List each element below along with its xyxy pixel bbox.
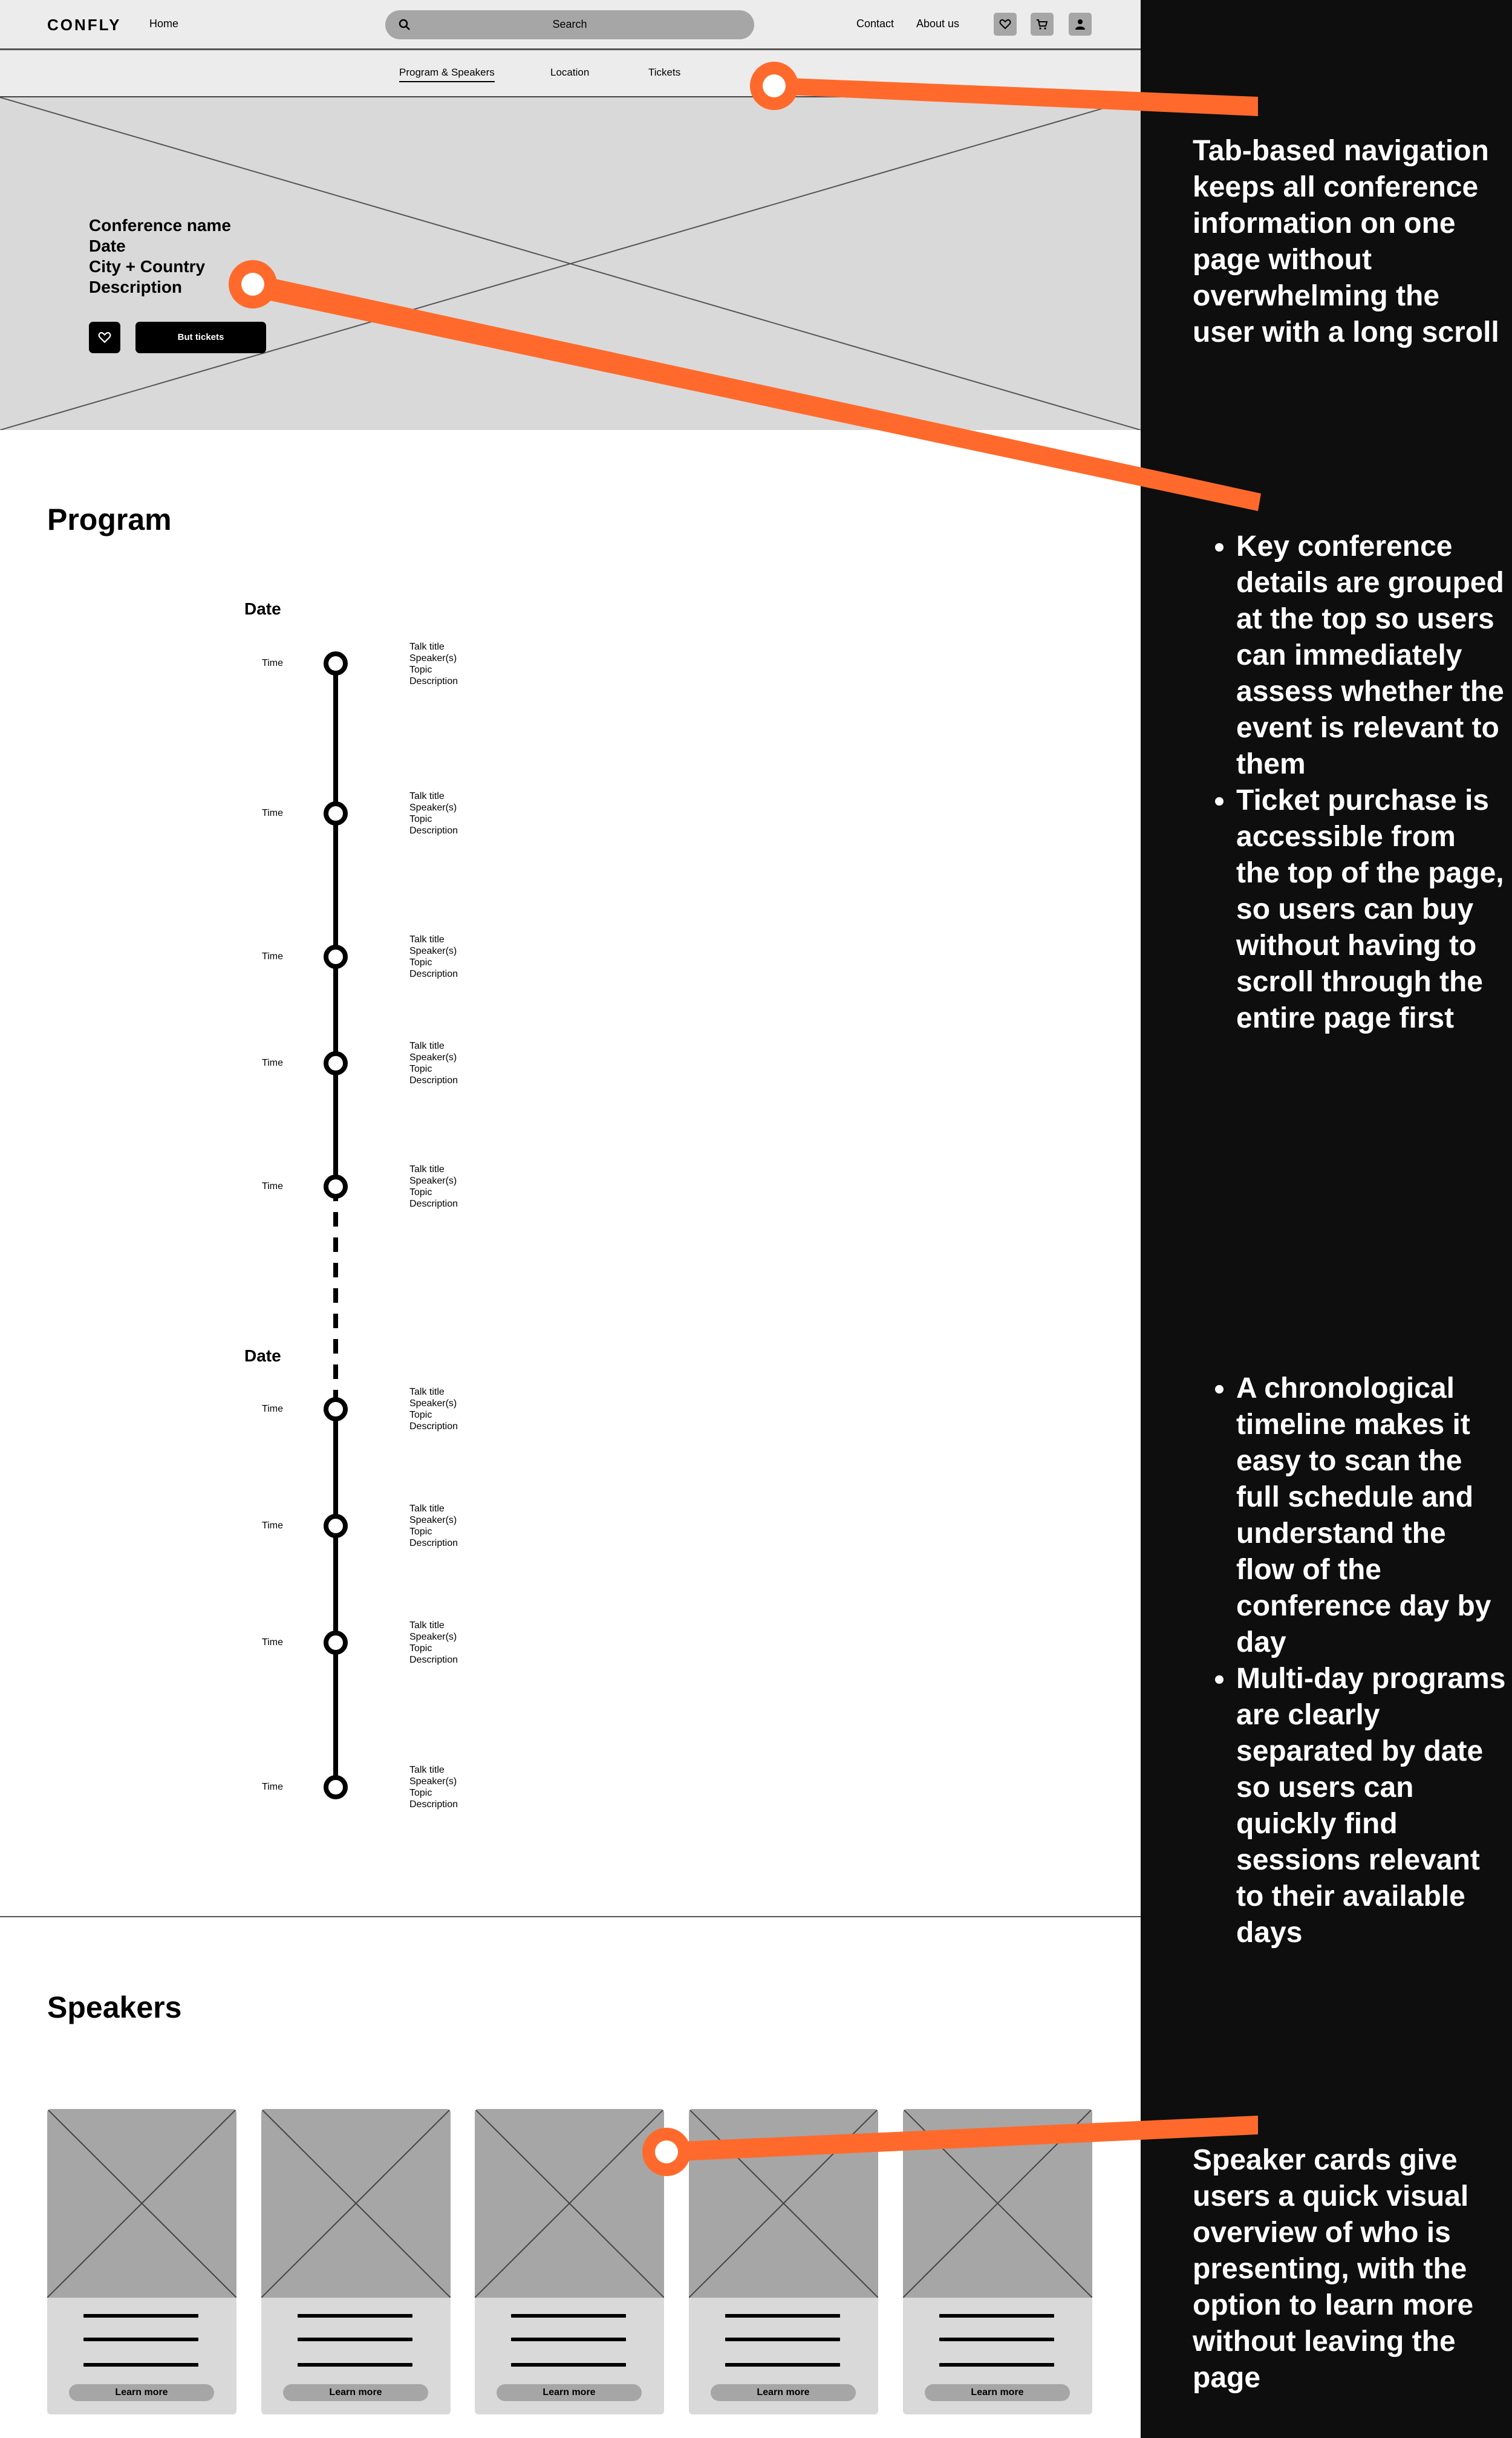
session-description: Description xyxy=(409,1655,458,1665)
annotation-bullet: • Key conference details are grouped at the top so users can immediately assess whether the event is relevant to them xyxy=(1236,529,1507,783)
learn-more-button[interactable]: Learn more xyxy=(497,2384,642,2401)
learn-more-button[interactable]: Learn more xyxy=(925,2384,1070,2401)
session-description: Description xyxy=(409,1075,458,1086)
tab-program-speakers[interactable]: Program & Speakers xyxy=(399,67,495,82)
callout-marker-center xyxy=(241,273,264,296)
session-topic: Topic xyxy=(409,1187,432,1198)
session-topic: Topic xyxy=(409,665,432,675)
annotation-speakers-note: Speaker cards give users a quick visual overview of who is presenting, with the option to learn more without leaving the page xyxy=(1193,2144,1474,2394)
session-topic: Topic xyxy=(409,1410,432,1420)
conference-description: Description xyxy=(89,278,183,296)
session-topic: Topic xyxy=(409,1527,432,1537)
speakers-heading: Speakers xyxy=(47,1990,182,2024)
learn-more-button[interactable]: Learn more xyxy=(283,2384,428,2401)
session-time: Time xyxy=(262,1637,283,1648)
session-topic: Topic xyxy=(409,1064,432,1074)
learn-more-button[interactable]: Learn more xyxy=(69,2384,214,2401)
session-time: Time xyxy=(262,1404,283,1414)
session-speakers: Speaker(s) xyxy=(409,653,457,663)
session-topic: Topic xyxy=(409,1788,432,1798)
session-speakers: Speaker(s) xyxy=(409,1052,457,1063)
annotation-bullet: • Ticket purchase is accessible from the top of the page, so users can buy without having to scroll through the entire page first xyxy=(1236,783,1507,1037)
session-description: Description xyxy=(409,676,458,686)
program-heading: Program xyxy=(47,503,172,536)
session-topic: Topic xyxy=(409,1643,432,1654)
program-date-day-1: Date xyxy=(244,599,281,618)
session-topic: Topic xyxy=(409,957,432,968)
session-description: Description xyxy=(409,969,458,979)
session-description: Description xyxy=(409,826,458,836)
conference-location: City + Country xyxy=(89,257,206,276)
callout-group xyxy=(229,62,1261,2176)
session-title: Talk title xyxy=(409,1041,445,1051)
annotation-bullet: • Multi-day programs are clearly separated by date so users can quickly find sessions relevant to their available days xyxy=(1236,1661,1507,1951)
conference-date: Date xyxy=(89,236,126,255)
session-title: Talk title xyxy=(409,1765,445,1775)
session-time: Time xyxy=(262,658,283,668)
session-time: Time xyxy=(262,808,283,818)
nav-contact-link[interactable]: Contact xyxy=(856,18,894,30)
session-speakers: Speaker(s) xyxy=(409,1398,457,1409)
callout-pointer-speakers xyxy=(666,2116,1258,2162)
session-description: Description xyxy=(409,1799,458,1810)
session-speakers: Speaker(s) xyxy=(409,1176,457,1186)
session-description: Description xyxy=(409,1538,458,1548)
nav-about-link[interactable]: About us xyxy=(916,18,960,30)
session-description: Description xyxy=(409,1421,458,1432)
session-title: Talk title xyxy=(409,934,445,945)
session-speakers: Speaker(s) xyxy=(409,1776,457,1787)
tab-tickets[interactable]: Tickets xyxy=(648,67,681,78)
session-speakers: Speaker(s) xyxy=(409,803,457,813)
session-title: Talk title xyxy=(409,1387,445,1397)
session-title: Talk title xyxy=(409,1504,445,1514)
annotation-bullet: • A chronological timeline makes it easy to scan the full schedule and understand the flow of the conference day by day xyxy=(1236,1371,1507,1661)
tab-location[interactable]: Location xyxy=(550,67,590,78)
nav-home-link[interactable]: Home xyxy=(149,18,179,30)
session-description: Description xyxy=(409,1199,458,1209)
callout-pointer-hero xyxy=(253,274,1261,511)
session-title: Talk title xyxy=(409,791,445,801)
session-time: Time xyxy=(262,951,283,962)
session-time: Time xyxy=(262,1181,283,1191)
conference-name: Conference name xyxy=(89,216,231,235)
session-speakers: Speaker(s) xyxy=(409,946,457,956)
session-speakers: Speaker(s) xyxy=(409,1632,457,1642)
session-time: Time xyxy=(262,1782,283,1792)
logo[interactable]: CONFLY xyxy=(47,16,122,34)
annotation-tabs-note: Tab-based navigation keeps all conference information on one page without overwhelming the user with a long scroll xyxy=(1193,135,1499,348)
buy-tickets-button[interactable]: But tickets xyxy=(135,322,266,353)
session-time: Time xyxy=(262,1058,283,1068)
session-title: Talk title xyxy=(409,1164,445,1175)
session-title: Talk title xyxy=(409,1620,445,1631)
callout-marker-center xyxy=(763,74,786,97)
learn-more-button[interactable]: Learn more xyxy=(711,2384,856,2401)
program-date-day-2: Date xyxy=(244,1346,281,1365)
session-time: Time xyxy=(262,1520,283,1531)
session-title: Talk title xyxy=(409,642,445,652)
session-speakers: Speaker(s) xyxy=(409,1515,457,1525)
session-topic: Topic xyxy=(409,814,432,824)
search-placeholder: Search xyxy=(552,18,587,30)
callout-pointer-tabs xyxy=(774,77,1258,116)
callout-marker-center xyxy=(655,2140,678,2163)
